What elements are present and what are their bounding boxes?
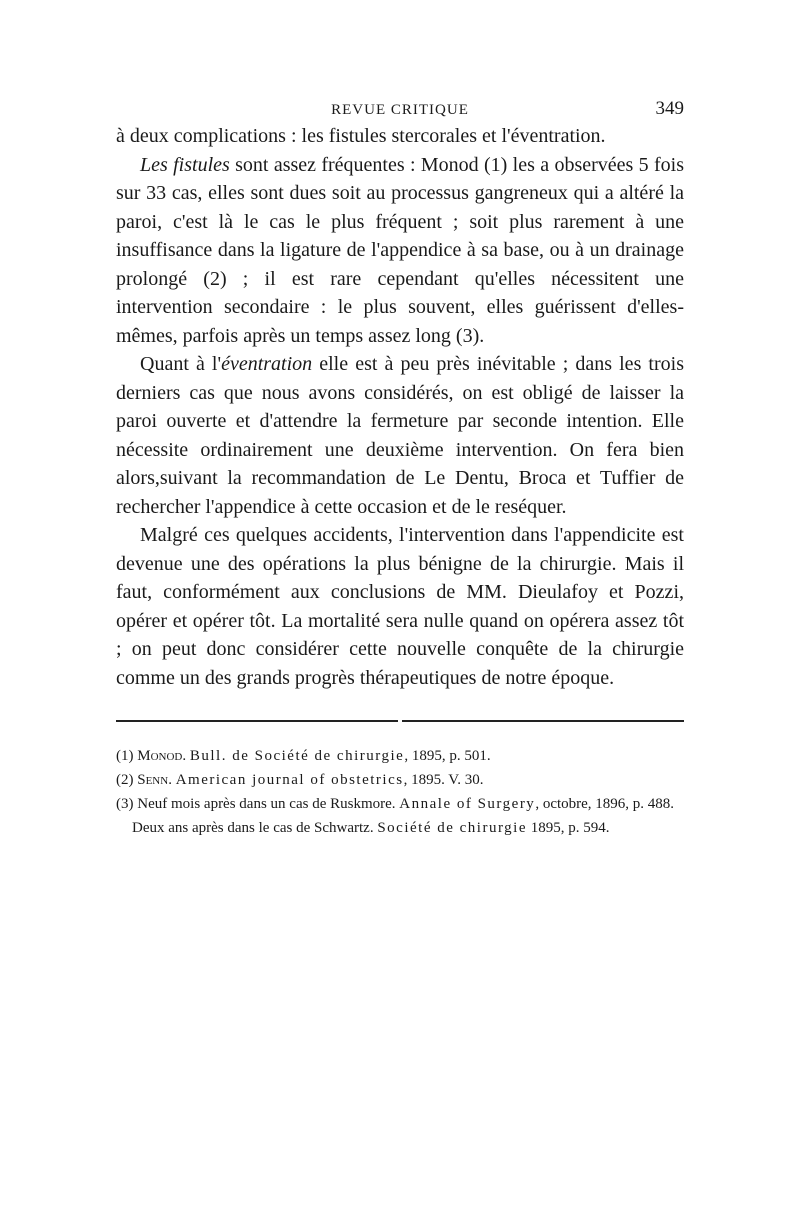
separator-rule-left: [116, 720, 398, 722]
footnote-separator: [116, 720, 684, 722]
footnote-mark: (3): [116, 796, 134, 812]
footnote-text: , octobre, 1896, p. 488. Deux ans après dans le cas de Schwartz.: [132, 796, 675, 836]
footnote-journal: Bull. de Société de chirurgie: [189, 748, 405, 764]
italic-term: éventration: [221, 353, 313, 375]
paragraph-text: Quant à l': [140, 353, 222, 375]
paragraph-text: sont assez fréquentes : Monod (1) les a observées 5 fois sur 33 cas, elles sont dues soit au processus gangreneux qui a altéré la paroi, c'est là le cas le plus fréquent ; soit plus rarement à une insuffisance dans la ligature de l'appendice à sa base, ou à un drainage prolongé (2) ; il est rare cependant qu'elles nécessitent une intervention secondaire : le plus souvent, elles guérissent d'elles-mêmes, parfois après un temps assez long (3).: [116, 153, 684, 347]
book-page: [116, 92, 684, 840]
footnote-mark: (2): [116, 772, 134, 788]
footnote-journal: Société de chirurgie: [377, 820, 528, 836]
separator-rule-right: [402, 720, 684, 722]
page-number: 349: [655, 98, 684, 119]
paragraph-conclusion: [116, 521, 684, 692]
paragraph-eventration: [116, 350, 684, 521]
body-text: [116, 122, 684, 692]
paragraph-text: Malgré ces quelques accidents, l'intervention dans l'appendicite est devenue une des opérations la plus bénigne de la chirurgie. Mais il faut, conformément aux conclusions de MM. Dieulafoy et Pozzi, opérer et opérer tôt. La mortalité sera nulle quand on opérera assez tôt ; on peut donc considérer cette nouvelle conquête de la chirurgie comme un des grands progrès thérapeutiques de notre époque.: [116, 524, 684, 689]
footnotes: [116, 744, 684, 840]
footnote-author: Senn.: [137, 772, 172, 788]
footnote-2: [116, 768, 684, 792]
footnote-text: , 1895, p. 501.: [404, 748, 491, 764]
footnote-journal: Annale of Surgery: [399, 796, 536, 812]
footnote-author: Monod.: [137, 748, 187, 764]
running-title: REVUE CRITIQUE: [331, 102, 469, 118]
footnote-3: [116, 792, 684, 840]
footnote-1: [116, 744, 684, 768]
footnote-text: , 1895. V. 30.: [403, 772, 484, 788]
paragraph-fistules: [116, 151, 684, 351]
footnote-text: Neuf mois après dans un cas de Ruskmore.: [137, 796, 400, 812]
running-head: [116, 92, 684, 122]
paragraph-continuation: [116, 122, 684, 151]
italic-term: Les fistules: [140, 153, 230, 176]
paragraph-text: elle est à peu près inévitable ; dans les trois derniers cas que nous avons considérés, on est obligé de laisser la paroi ouverte et d'attendre la fermeture par seconde intention. Elle nécessite ordinairement une deuxième intervention. On fera bien alors,suivant la recommandation de Le Dentu, Broca et Tuffier de rechercher l'appendice à cette occasion et de le reséquer.: [116, 353, 684, 518]
footnote-mark: (1): [116, 748, 134, 764]
footnote-journal: American journal of obstetrics: [175, 772, 404, 788]
footnote-text: 1895, p. 594.: [527, 820, 610, 836]
paragraph-text: à deux complications : les fistules stercorales et l'éventration.: [116, 125, 606, 147]
